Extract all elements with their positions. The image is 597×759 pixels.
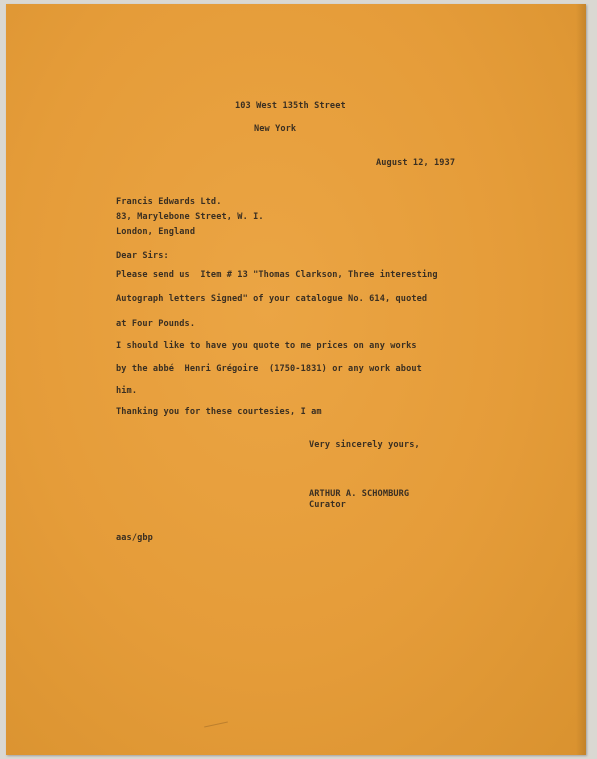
salutation: Dear Sirs:	[116, 251, 169, 261]
body-line: him.	[116, 386, 138, 396]
body-line: at Four Pounds.	[116, 319, 196, 329]
recipient-street: 83, Marylebone Street, W. I.	[116, 212, 264, 222]
letter-date: August 12, 1937	[376, 158, 456, 168]
signer-name: ARTHUR A. SCHOMBURG	[309, 489, 410, 499]
letter-sheet	[6, 4, 586, 755]
body-line: by the abbé Henri Grégoire (1750-1831) or any work about	[116, 364, 422, 374]
body-line: Thanking you for these courtesies, I am	[116, 407, 322, 417]
sender-city: New York	[254, 124, 297, 134]
typist-initials: aas/gbp	[116, 533, 153, 543]
body-line: I should like to have you quote to me prices on any works	[116, 341, 417, 351]
recipient-city: London, England	[116, 227, 196, 237]
paper-edge-shading	[576, 4, 586, 755]
body-line: Please send us Item # 13 "Thomas Clarkson, Three interesting	[116, 270, 438, 280]
recipient-name: Francis Edwards Ltd.	[116, 197, 222, 207]
body-line: Autograph letters Signed" of your catalogue No. 614, quoted	[116, 294, 428, 304]
closing: Very sincerely yours,	[309, 440, 420, 450]
paper-crease-mark	[204, 722, 228, 728]
sender-street: 103 West 135th Street	[235, 101, 346, 111]
signer-title: Curator	[309, 500, 346, 510]
